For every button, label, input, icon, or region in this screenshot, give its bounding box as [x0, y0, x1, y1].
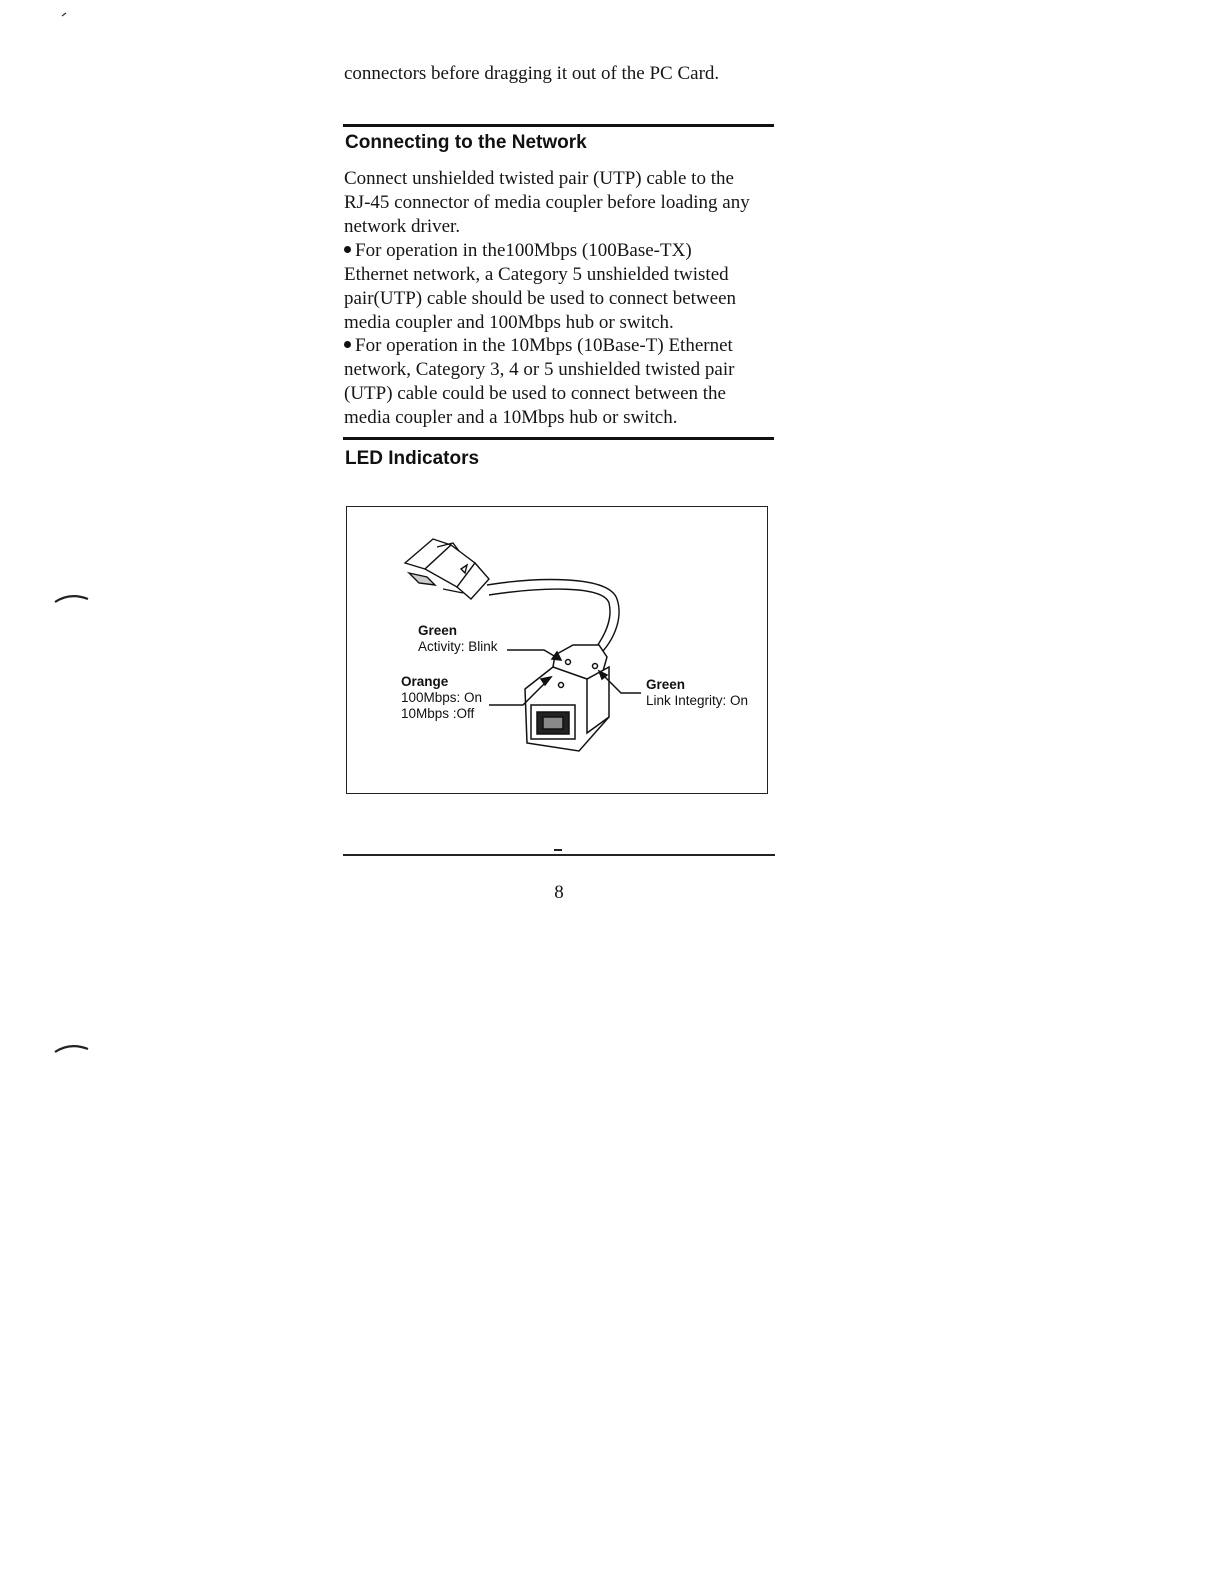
- led-section-heading: LED Indicators: [345, 448, 480, 469]
- paragraph-line: network driver.: [344, 216, 461, 237]
- callout-led-color: Orange: [401, 674, 449, 689]
- callout-link-led: [646, 677, 748, 709]
- scan-mark-hole-lower: [52, 1040, 92, 1056]
- page-number: 8: [554, 882, 564, 903]
- paragraph-line: For operation in the 10Mbps (10Base-T) Ethernet: [355, 335, 733, 356]
- rj45-coupler-body: [525, 645, 609, 751]
- paragraph-line: media coupler and 100Mbps hub or switch.: [344, 312, 674, 333]
- media-coupler-illustration: [347, 507, 769, 795]
- callout-led-color: Green: [418, 623, 458, 638]
- paragraph-line: network, Category 3, 4 or 5 unshielded twisted pair: [344, 359, 735, 380]
- callout-led-color: Green: [646, 677, 686, 692]
- intro-continuation-text: connectors before dragging it out of the PC Card.: [344, 63, 720, 84]
- footer-rule: [343, 854, 775, 856]
- callout-activity-led: [418, 623, 498, 655]
- network-section-heading: Connecting to the Network: [345, 132, 587, 153]
- bullet-dot-icon: [344, 341, 351, 348]
- callout-line: Activity: Blink: [418, 639, 498, 654]
- callout-line: 100Mbps: On: [401, 690, 483, 705]
- scan-mark-top: [60, 10, 70, 18]
- led-figure: [346, 506, 768, 794]
- section-divider-network: [343, 124, 774, 127]
- pc-card-plug-icon: [405, 539, 489, 599]
- network-intro-paragraph: [344, 167, 750, 239]
- section-divider-led: [343, 437, 774, 440]
- footer-dash: [554, 849, 562, 851]
- paragraph-line: Ethernet network, a Category 5 unshielded twisted: [344, 264, 729, 285]
- scan-mark-hole-upper: [52, 590, 92, 606]
- callout-line: 10Mbps :Off: [401, 706, 475, 721]
- coupler-cable: [487, 580, 619, 651]
- paragraph-line: For operation in the100Mbps (100Base-TX): [355, 240, 692, 261]
- paragraph-line: RJ-45 connector of media coupler before loading any: [344, 192, 750, 213]
- paragraph-line: media coupler and a 10Mbps hub or switch.: [344, 407, 678, 428]
- callout-speed-led: [401, 674, 482, 722]
- bullet-10mbps: [344, 334, 734, 430]
- callout-line: Link Integrity: On: [646, 693, 749, 708]
- paragraph-line: (UTP) cable could be used to connect between the: [344, 383, 726, 404]
- paragraph-line: pair(UTP) cable should be used to connect between: [344, 288, 737, 309]
- bullet-dot-icon: [344, 246, 351, 253]
- bullet-100mbps: [344, 239, 736, 335]
- paragraph-line: Connect unshielded twisted pair (UTP) cable to the: [344, 168, 734, 189]
